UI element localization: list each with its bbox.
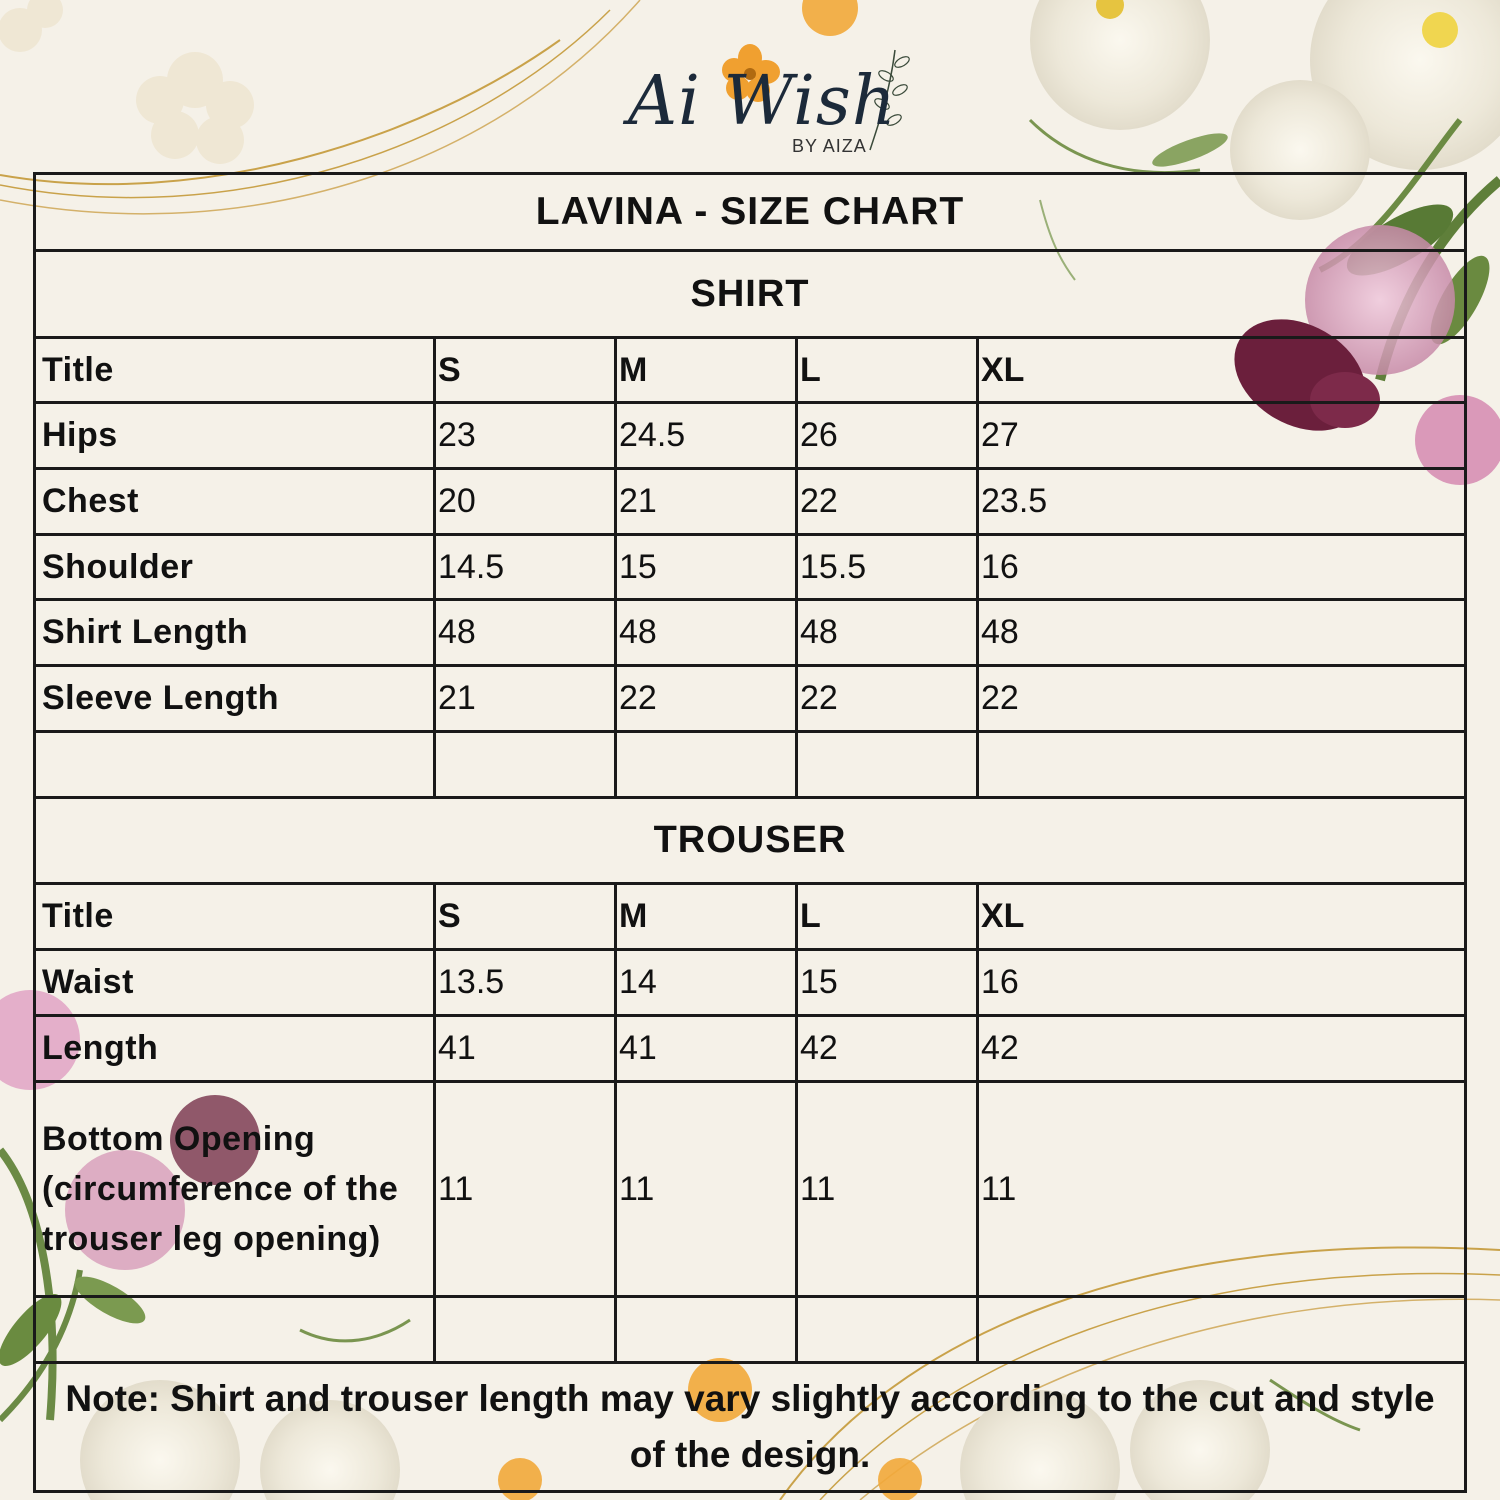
empty-row: [36, 1298, 1464, 1364]
cell-value: 27: [976, 404, 1464, 467]
shirt-section-row: [36, 252, 1464, 339]
cell-value: 11: [433, 1083, 614, 1295]
row-label: Shoulder: [42, 547, 194, 586]
shirt-col-m: M: [614, 339, 795, 401]
empty-cell: [433, 1298, 614, 1361]
cell-value: 14.5: [433, 536, 614, 598]
cell-value: 22: [795, 470, 976, 533]
cell-value: 24.5: [614, 404, 795, 467]
table-row: [36, 667, 1464, 733]
brand-logo: [620, 40, 920, 170]
cell-value: 11: [976, 1083, 1464, 1295]
cell-value: 23: [433, 404, 614, 467]
shirt-header-row: [36, 339, 1464, 404]
cell-value: 11: [795, 1083, 976, 1295]
cell-value: 23.5: [976, 470, 1464, 533]
cell-value: 22: [614, 667, 795, 730]
shirt-heading: SHIRT: [690, 272, 810, 315]
cell-value: 20: [433, 470, 614, 533]
cell-value: 48: [614, 601, 795, 664]
cell-value: 21: [614, 470, 795, 533]
cell-value: 11: [614, 1083, 795, 1295]
shirt-col-title: Title: [42, 350, 114, 389]
trouser-section-row: [36, 799, 1464, 885]
row-label: Chest: [42, 482, 139, 520]
row-label: Waist: [42, 963, 134, 1001]
trouser-col-l: L: [795, 885, 976, 948]
size-note: Note: Shirt and trouser length may vary slightly according to the cut and style of the design.: [65, 1378, 1435, 1475]
row-label: Length: [42, 1029, 159, 1067]
shirt-col-s: S: [433, 339, 614, 401]
trouser-col-s: S: [433, 885, 614, 948]
empty-cell: [36, 1298, 433, 1361]
cell-value: 15: [614, 536, 795, 598]
trouser-col-title: Title: [42, 897, 114, 935]
cell-value: 48: [976, 601, 1464, 664]
table-row: [36, 1017, 1464, 1083]
table-row: [36, 470, 1464, 536]
chart-title-row: [36, 175, 1464, 252]
row-label: Bottom Opening (circumference of the trouser leg opening): [42, 1120, 399, 1258]
empty-cell: [614, 733, 795, 796]
shirt-col-xl: XL: [976, 339, 1464, 401]
cell-value: 16: [976, 536, 1464, 598]
cell-value: 48: [795, 601, 976, 664]
cell-value: 48: [433, 601, 614, 664]
cell-value: 26: [795, 404, 976, 467]
cell-value: 22: [795, 667, 976, 730]
row-label: Hips: [42, 416, 118, 454]
trouser-header-row: [36, 885, 1464, 951]
cell-value: 42: [976, 1017, 1464, 1080]
table-row: [36, 536, 1464, 601]
cell-value: 41: [614, 1017, 795, 1080]
cell-value: 14: [614, 951, 795, 1014]
cell-value: 41: [433, 1017, 614, 1080]
empty-cell: [795, 1298, 976, 1361]
cell-value: 15.5: [795, 536, 976, 598]
cell-value: 42: [795, 1017, 976, 1080]
empty-cell: [976, 733, 1464, 796]
row-label: Sleeve Length: [42, 679, 280, 717]
table-row: [36, 404, 1464, 470]
trouser-col-xl: XL: [976, 885, 1464, 948]
table-row: [36, 601, 1464, 667]
shirt-col-l: L: [795, 339, 976, 401]
chart-title: LAVINA - SIZE CHART: [535, 190, 965, 233]
table-row: [36, 1083, 1464, 1298]
empty-cell: [976, 1298, 1464, 1361]
cell-value: 15: [795, 951, 976, 1014]
brand-name: Ai Wish: [628, 62, 897, 141]
size-chart-table: [33, 172, 1467, 1493]
cell-value: 13.5: [433, 951, 614, 1014]
empty-cell: [614, 1298, 795, 1361]
note-row: [36, 1364, 1464, 1490]
empty-cell: [433, 733, 614, 796]
empty-row: [36, 733, 1464, 799]
empty-cell: [795, 733, 976, 796]
cell-value: 22: [976, 667, 1464, 730]
row-label: Shirt Length: [42, 613, 249, 651]
trouser-heading: TROUSER: [653, 819, 847, 861]
empty-cell: [36, 733, 433, 796]
cell-value: 16: [976, 951, 1464, 1014]
cell-value: 21: [433, 667, 614, 730]
brand-byline: BY AIZA: [792, 136, 867, 156]
table-row: [36, 951, 1464, 1017]
trouser-col-m: M: [614, 885, 795, 948]
